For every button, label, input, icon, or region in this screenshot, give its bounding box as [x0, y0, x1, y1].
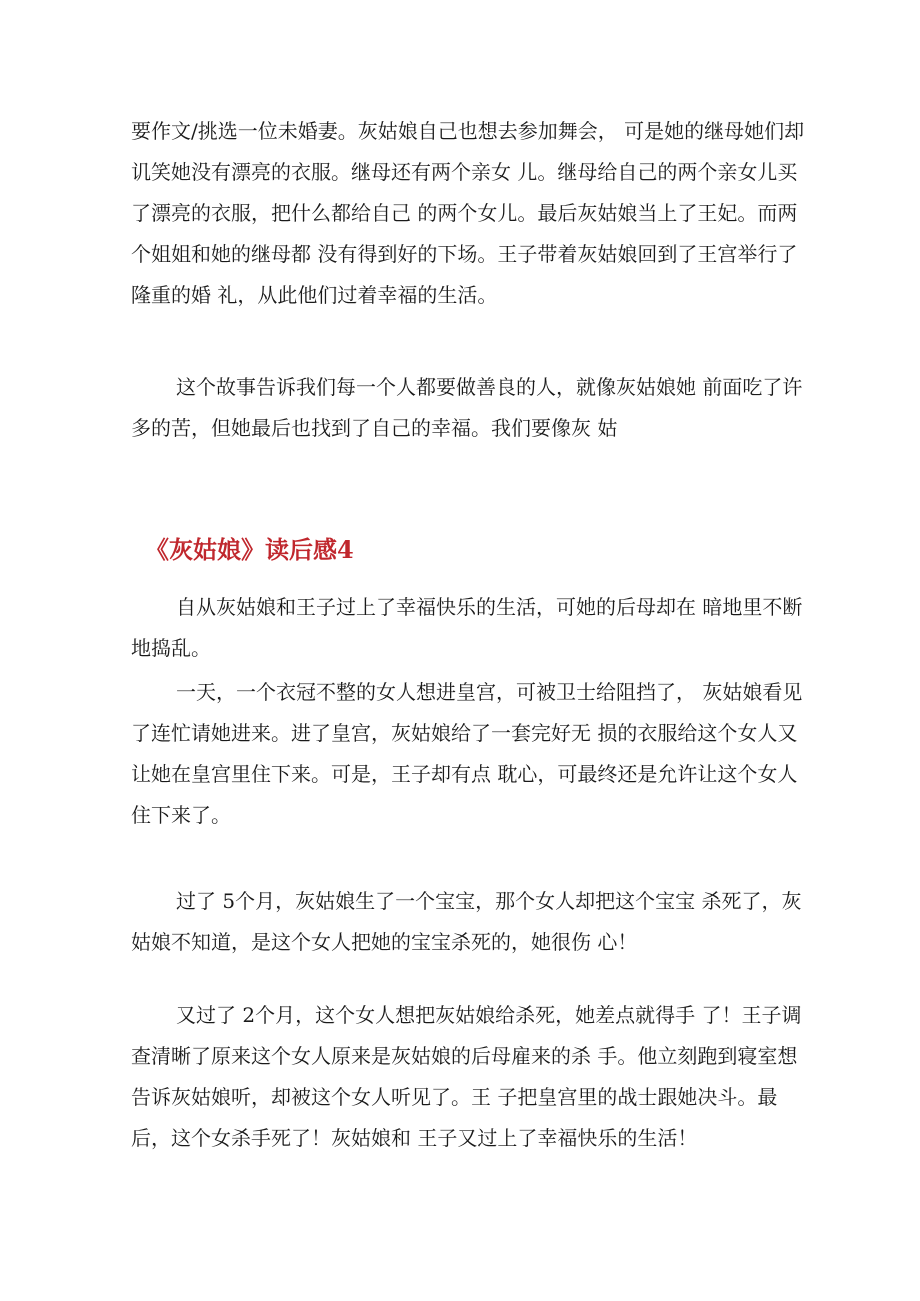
paragraph-assassin: 又过了 2个月，这个女人想把灰姑娘给杀死，她差点就得手 了！王子调查清晰了原来这个女人原来是灰姑娘的后母雇来的杀 手。他立刻跑到寝室想告诉灰姑娘听，却被这个女人听见了。王 子把皇宫里的战士跟她决斗。最后，这个女杀手死了！灰姑娘和 王子又过上了幸福快乐的生活！	[131, 1003, 802, 1150]
paragraph-moral: 这个故事告诉我们每一个人都要做善良的人，就像灰姑娘她 前面吃了许多的苦，但她最后也找到了自己的幸福。我们要像灰 姑	[131, 375, 803, 440]
paragraph-story-end: 要作文/挑选一位未婚妻。灰姑娘自己也想去参加舞会， 可是她的继母她们却讥笑她没有漂亮的衣服。继母还有两个亲女 儿。继母给自己的两个亲女儿买了漂亮的衣服，把什么都给自己 的两个女儿。最后灰姑娘当上了王妃。而两个姐姐和她的继母都 没有得到好的下场。王子带着灰姑娘回到了王宫举行了隆重的婚 礼，从此他们过着幸福的生活。	[131, 119, 805, 307]
section-title: 《灰姑娘》读后感4	[145, 535, 354, 564]
paragraph-baby: 过了 5个月，灰姑娘生了一个宝宝，那个女人却把这个宝宝 杀死了，灰姑娘不知道，是这个女人把她的宝宝杀死的，她很伤 心！	[131, 889, 802, 954]
paragraph-intro: 自从灰姑娘和王子过上了幸福快乐的生活，可她的后母却在 暗地里不断地捣乱。	[131, 595, 803, 660]
paragraph-woman-enters: 一天，一个衣冠不整的女人想进皇宫，可被卫士给阻挡了， 灰姑娘看见了连忙请她进来。进了皇宫，灰姑娘给了一套完好无 损的衣服给这个女人又让她在皇宫里住下来。可是，王子却有点 耽心，可最终还是允许让这个女人住下来了。	[131, 680, 803, 827]
